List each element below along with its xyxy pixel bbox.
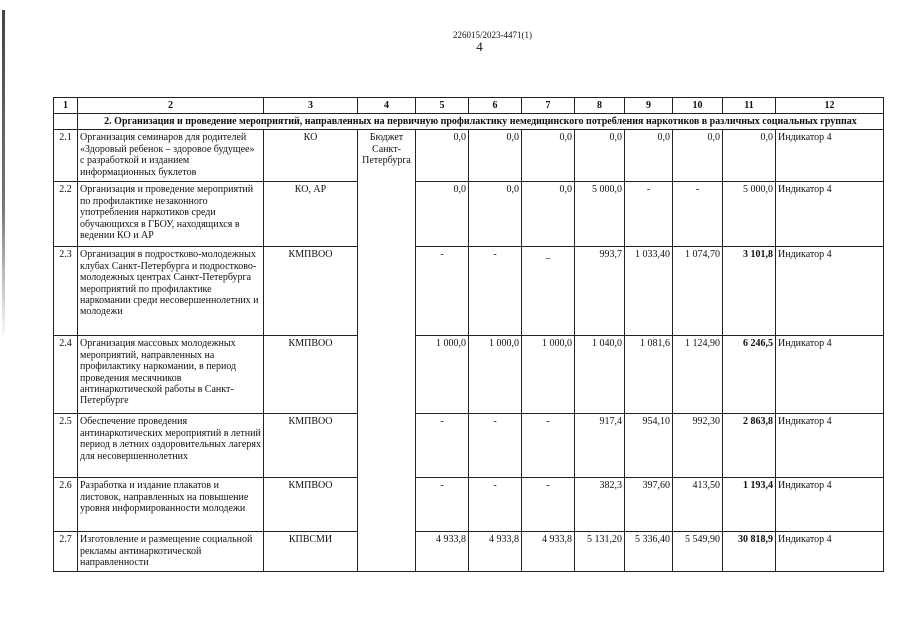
value-cell: 1 074,70 [673, 247, 723, 336]
column-header: 1 [54, 98, 78, 114]
scan-edge-shadow [2, 10, 5, 340]
table-row [54, 130, 884, 182]
section-title: 2. Организация и проведение мероприятий, направленных на первичную профилактику немедицинского потребления наркотиков в различных социальных группах [78, 114, 884, 130]
column-number-row [54, 98, 884, 114]
value-cell: 4 933,8 [469, 532, 522, 572]
row-number: 2.1 [54, 130, 78, 182]
value-cell: 0,0 [575, 130, 625, 182]
total-cell: 3 101,8 [723, 247, 776, 336]
value-cell: 1 033,40 [625, 247, 673, 336]
column-header: 4 [358, 98, 416, 114]
value-cell: - [469, 247, 522, 336]
value-cell: 5 336,40 [625, 532, 673, 572]
row-number: 2.2 [54, 182, 78, 247]
indicator-cell: Индикатор 4 [776, 247, 884, 336]
column-header: 9 [625, 98, 673, 114]
total-cell: 5 000,0 [723, 182, 776, 247]
value-cell: 0,0 [673, 130, 723, 182]
activity-name: Разработка и издание плакатов и листовок, направленных на повышение уровня информированности молодежи [78, 478, 264, 532]
value-cell: 0,0 [522, 182, 575, 247]
value-cell: 5 131,20 [575, 532, 625, 572]
value-cell: 917,4 [575, 414, 625, 478]
activity-name: Изготовление и размещение социальной рекламы антинаркотической направленности [78, 532, 264, 572]
value-cell: 5 549,90 [673, 532, 723, 572]
value-cell: - [625, 182, 673, 247]
value-cell: 0,0 [522, 130, 575, 182]
activity-name: Обеспечение проведения антинаркотических мероприятий в летний период в летних оздоровительных лагерях для несовершеннолетних [78, 414, 264, 478]
column-header: 8 [575, 98, 625, 114]
value-cell: 397,60 [625, 478, 673, 532]
value-cell: 382,3 [575, 478, 625, 532]
row-number: 2.7 [54, 532, 78, 572]
value-cell: 1 081,6 [625, 336, 673, 414]
column-header: 5 [416, 98, 469, 114]
value-cell: 0,0 [625, 130, 673, 182]
program-table [53, 97, 884, 572]
row-number: 2.3 [54, 247, 78, 336]
column-header: 6 [469, 98, 522, 114]
page-number: 4 [476, 39, 483, 54]
executor: КМПВОО [264, 336, 358, 414]
indicator-cell: Индикатор 4 [776, 478, 884, 532]
executor: КПВСМИ [264, 532, 358, 572]
activity-name: Организация массовых молодежных мероприятий, направленных на профилактику наркомании, в период проведения месячников антинаркотической работы в Санкт-Петербурге [78, 336, 264, 414]
total-cell: 0,0 [723, 130, 776, 182]
row-number: 2.4 [54, 336, 78, 414]
table-row [54, 247, 884, 336]
value-cell: 993,7 [575, 247, 625, 336]
value-cell: 0,0 [469, 130, 522, 182]
value-cell: 1 000,0 [522, 336, 575, 414]
total-cell: 1 193,4 [723, 478, 776, 532]
executor: КО, АР [264, 182, 358, 247]
value-cell: 5 000,0 [575, 182, 625, 247]
indicator-cell: Индикатор 4 [776, 414, 884, 478]
column-header: 7 [522, 98, 575, 114]
executor: КМПВОО [264, 247, 358, 336]
document-header [0, 30, 905, 54]
column-header: 10 [673, 98, 723, 114]
indicator-cell: Индикатор 4 [776, 532, 884, 572]
indicator-cell: Индикатор 4 [776, 130, 884, 182]
value-cell: - [416, 414, 469, 478]
column-header: 3 [264, 98, 358, 114]
value-cell: 992,30 [673, 414, 723, 478]
section-row [54, 114, 884, 130]
value-cell: - [522, 414, 575, 478]
document-number: 226015/2023-4471(1) [453, 30, 532, 40]
row-number: 2.6 [54, 478, 78, 532]
value-cell: - [522, 478, 575, 532]
executor: КМПВОО [264, 478, 358, 532]
value-cell: 0,0 [469, 182, 522, 247]
value-cell: 413,50 [673, 478, 723, 532]
value-cell: - [673, 182, 723, 247]
activity-name: Организация и проведение мероприятий по профилактике незаконного употребления наркотиков среди обучающихся в ГБОУ, находящихся в ведении КО и АР [78, 182, 264, 247]
table-row [54, 532, 884, 572]
value-cell: 1 000,0 [416, 336, 469, 414]
table-row [54, 414, 884, 478]
indicator-cell: Индикатор 4 [776, 336, 884, 414]
value-cell: 1 124,90 [673, 336, 723, 414]
value-cell: - [416, 478, 469, 532]
executor: КО [264, 130, 358, 182]
table-row [54, 182, 884, 247]
executor: КМПВОО [264, 414, 358, 478]
activity-name: Организация в подростково-молодежных клубах Санкт-Петербурга и подростково-молодежных центрах Санкт-Петербурга мероприятий по профилактике наркомании среди несовершеннолетних и молодежи [78, 247, 264, 336]
value-cell: 4 933,8 [416, 532, 469, 572]
column-header: 2 [78, 98, 264, 114]
value-cell: - [469, 414, 522, 478]
table-row [54, 336, 884, 414]
funding-source: Бюджет Санкт-Петербурга [358, 130, 416, 572]
value-cell: - [416, 247, 469, 336]
activity-name: Организация семинаров для родителей «Здоровый ребенок – здоровое будущее» с разработкой и изданием информационных буклетов [78, 130, 264, 182]
column-header: 11 [723, 98, 776, 114]
value-cell: - [469, 478, 522, 532]
total-cell: 2 863,8 [723, 414, 776, 478]
value-cell: 0,0 [416, 130, 469, 182]
total-cell: 30 818,9 [723, 532, 776, 572]
total-cell: 6 246,5 [723, 336, 776, 414]
column-header: 12 [776, 98, 884, 114]
value-cell: _ [522, 247, 575, 336]
value-cell: 0,0 [416, 182, 469, 247]
value-cell: 1 000,0 [469, 336, 522, 414]
indicator-cell: Индикатор 4 [776, 182, 884, 247]
value-cell: 1 040,0 [575, 336, 625, 414]
value-cell: 4 933,8 [522, 532, 575, 572]
table-row [54, 478, 884, 532]
value-cell: 954,10 [625, 414, 673, 478]
row-number: 2.5 [54, 414, 78, 478]
